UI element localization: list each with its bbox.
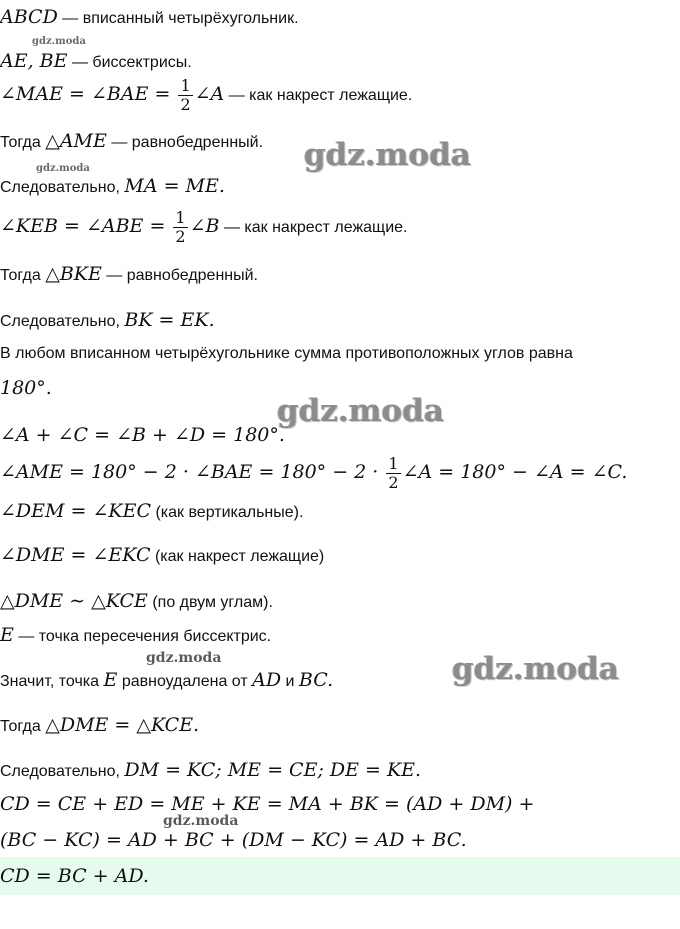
line-22-answer xyxy=(0,865,149,889)
line-9 xyxy=(0,343,573,365)
text: — равнобедренный. xyxy=(106,134,264,151)
math: E xyxy=(103,669,118,691)
text: Следовательно, xyxy=(0,313,125,330)
math: CD = BC + AD. xyxy=(0,865,149,887)
math: (BC − KC) = AD + BC + (DM − KC) = AD + BC. xyxy=(0,829,467,851)
math: ∠A xyxy=(194,83,225,105)
watermark-small: gdz.moda xyxy=(146,650,222,666)
math: △BKE xyxy=(45,263,102,285)
math: MA = ME. xyxy=(124,175,225,197)
math: ∠DME = ∠EKC xyxy=(0,544,151,566)
fraction-denominator: 2 xyxy=(175,227,186,247)
text: Следовательно, xyxy=(0,763,125,780)
fraction xyxy=(386,455,400,492)
fraction-denominator: 2 xyxy=(180,95,191,115)
math: ∠KEB = ∠ABE = xyxy=(0,215,172,237)
line-8 xyxy=(0,309,215,333)
fraction-denominator: 2 xyxy=(388,473,399,493)
text: Тогда xyxy=(0,718,46,735)
text: (по двум углам). xyxy=(147,594,273,611)
math: ∠A + ∠C = ∠B + ∠D = 180°. xyxy=(0,424,285,446)
math: △DME = △KCE. xyxy=(45,714,200,736)
math: BK = EK. xyxy=(124,309,215,331)
text: Значит, точка xyxy=(0,673,104,690)
fraction-numerator: 1 xyxy=(388,454,399,474)
text: Следовательно, xyxy=(0,179,125,196)
text: — как накрест лежащие. xyxy=(224,87,413,104)
text: Тогда xyxy=(0,134,46,151)
text: — как накрест лежащие. xyxy=(219,219,408,236)
line-10 xyxy=(0,377,52,401)
math: △DME ∼ △KCE xyxy=(0,590,148,612)
line-11 xyxy=(0,424,285,448)
text: В любом вписанном четырёхугольнике сумма противоположных углов равна xyxy=(0,345,573,362)
text: (как вертикальные). xyxy=(151,504,304,521)
line-13 xyxy=(0,500,303,524)
line-14 xyxy=(0,544,324,568)
math: CD = CE + ED = ME + KE = MA + BK = (AD + DM) + xyxy=(0,793,535,815)
math: ∠AME = 180° − 2 · ∠BAE = 180° − 2 · xyxy=(0,461,385,483)
watermark-small: gdz.moda xyxy=(163,813,239,829)
line-6 xyxy=(0,200,408,254)
math: △AME xyxy=(45,130,107,152)
line-1 xyxy=(0,6,299,30)
math: ABCD xyxy=(0,6,58,28)
text: — точка пересечения биссектрис. xyxy=(13,628,272,645)
line-7 xyxy=(0,263,258,287)
text: — вписанный четырёхугольник. xyxy=(57,10,299,27)
text: Тогда xyxy=(0,267,46,284)
watermark-logo: gdz.moda xyxy=(452,651,619,687)
watermark-small: gdz.moda xyxy=(32,36,86,47)
line-18 xyxy=(0,714,199,738)
line-16 xyxy=(0,624,271,648)
math: ∠MAE = ∠BAE = xyxy=(0,83,177,105)
line-21 xyxy=(0,829,467,853)
line-4 xyxy=(0,130,263,154)
text: — биссектрисы. xyxy=(67,54,192,71)
line-5 xyxy=(0,175,225,199)
line-19 xyxy=(0,759,421,783)
fraction-numerator: 1 xyxy=(180,76,191,96)
math: 180°. xyxy=(0,377,52,399)
watermark-logo: gdz.moda xyxy=(304,137,471,173)
math: E xyxy=(0,624,14,646)
math: AD xyxy=(252,669,282,691)
math: BC. xyxy=(298,669,334,691)
line-12 xyxy=(0,446,627,500)
line-17 xyxy=(0,669,333,693)
watermark-logo: gdz.moda xyxy=(277,393,444,429)
text: равноудалена от xyxy=(117,673,253,690)
math: ∠B xyxy=(189,215,220,237)
math: ∠A = 180° − ∠A = ∠C. xyxy=(402,461,628,483)
text: — равнобедренный. xyxy=(101,267,258,284)
line-15 xyxy=(0,590,273,614)
fraction xyxy=(178,77,192,114)
text: (как накрест лежащие) xyxy=(150,548,325,565)
line-3 xyxy=(0,68,412,122)
math: DM = KC; ME = CE; DE = KE. xyxy=(124,759,422,781)
watermark-small: gdz.moda xyxy=(36,163,90,174)
line-20 xyxy=(0,793,534,817)
text: и xyxy=(281,673,299,690)
math: AE, BE xyxy=(0,50,68,72)
fraction-numerator: 1 xyxy=(175,208,186,228)
math: ∠DEM = ∠KEC xyxy=(0,500,151,522)
fraction xyxy=(173,209,187,246)
